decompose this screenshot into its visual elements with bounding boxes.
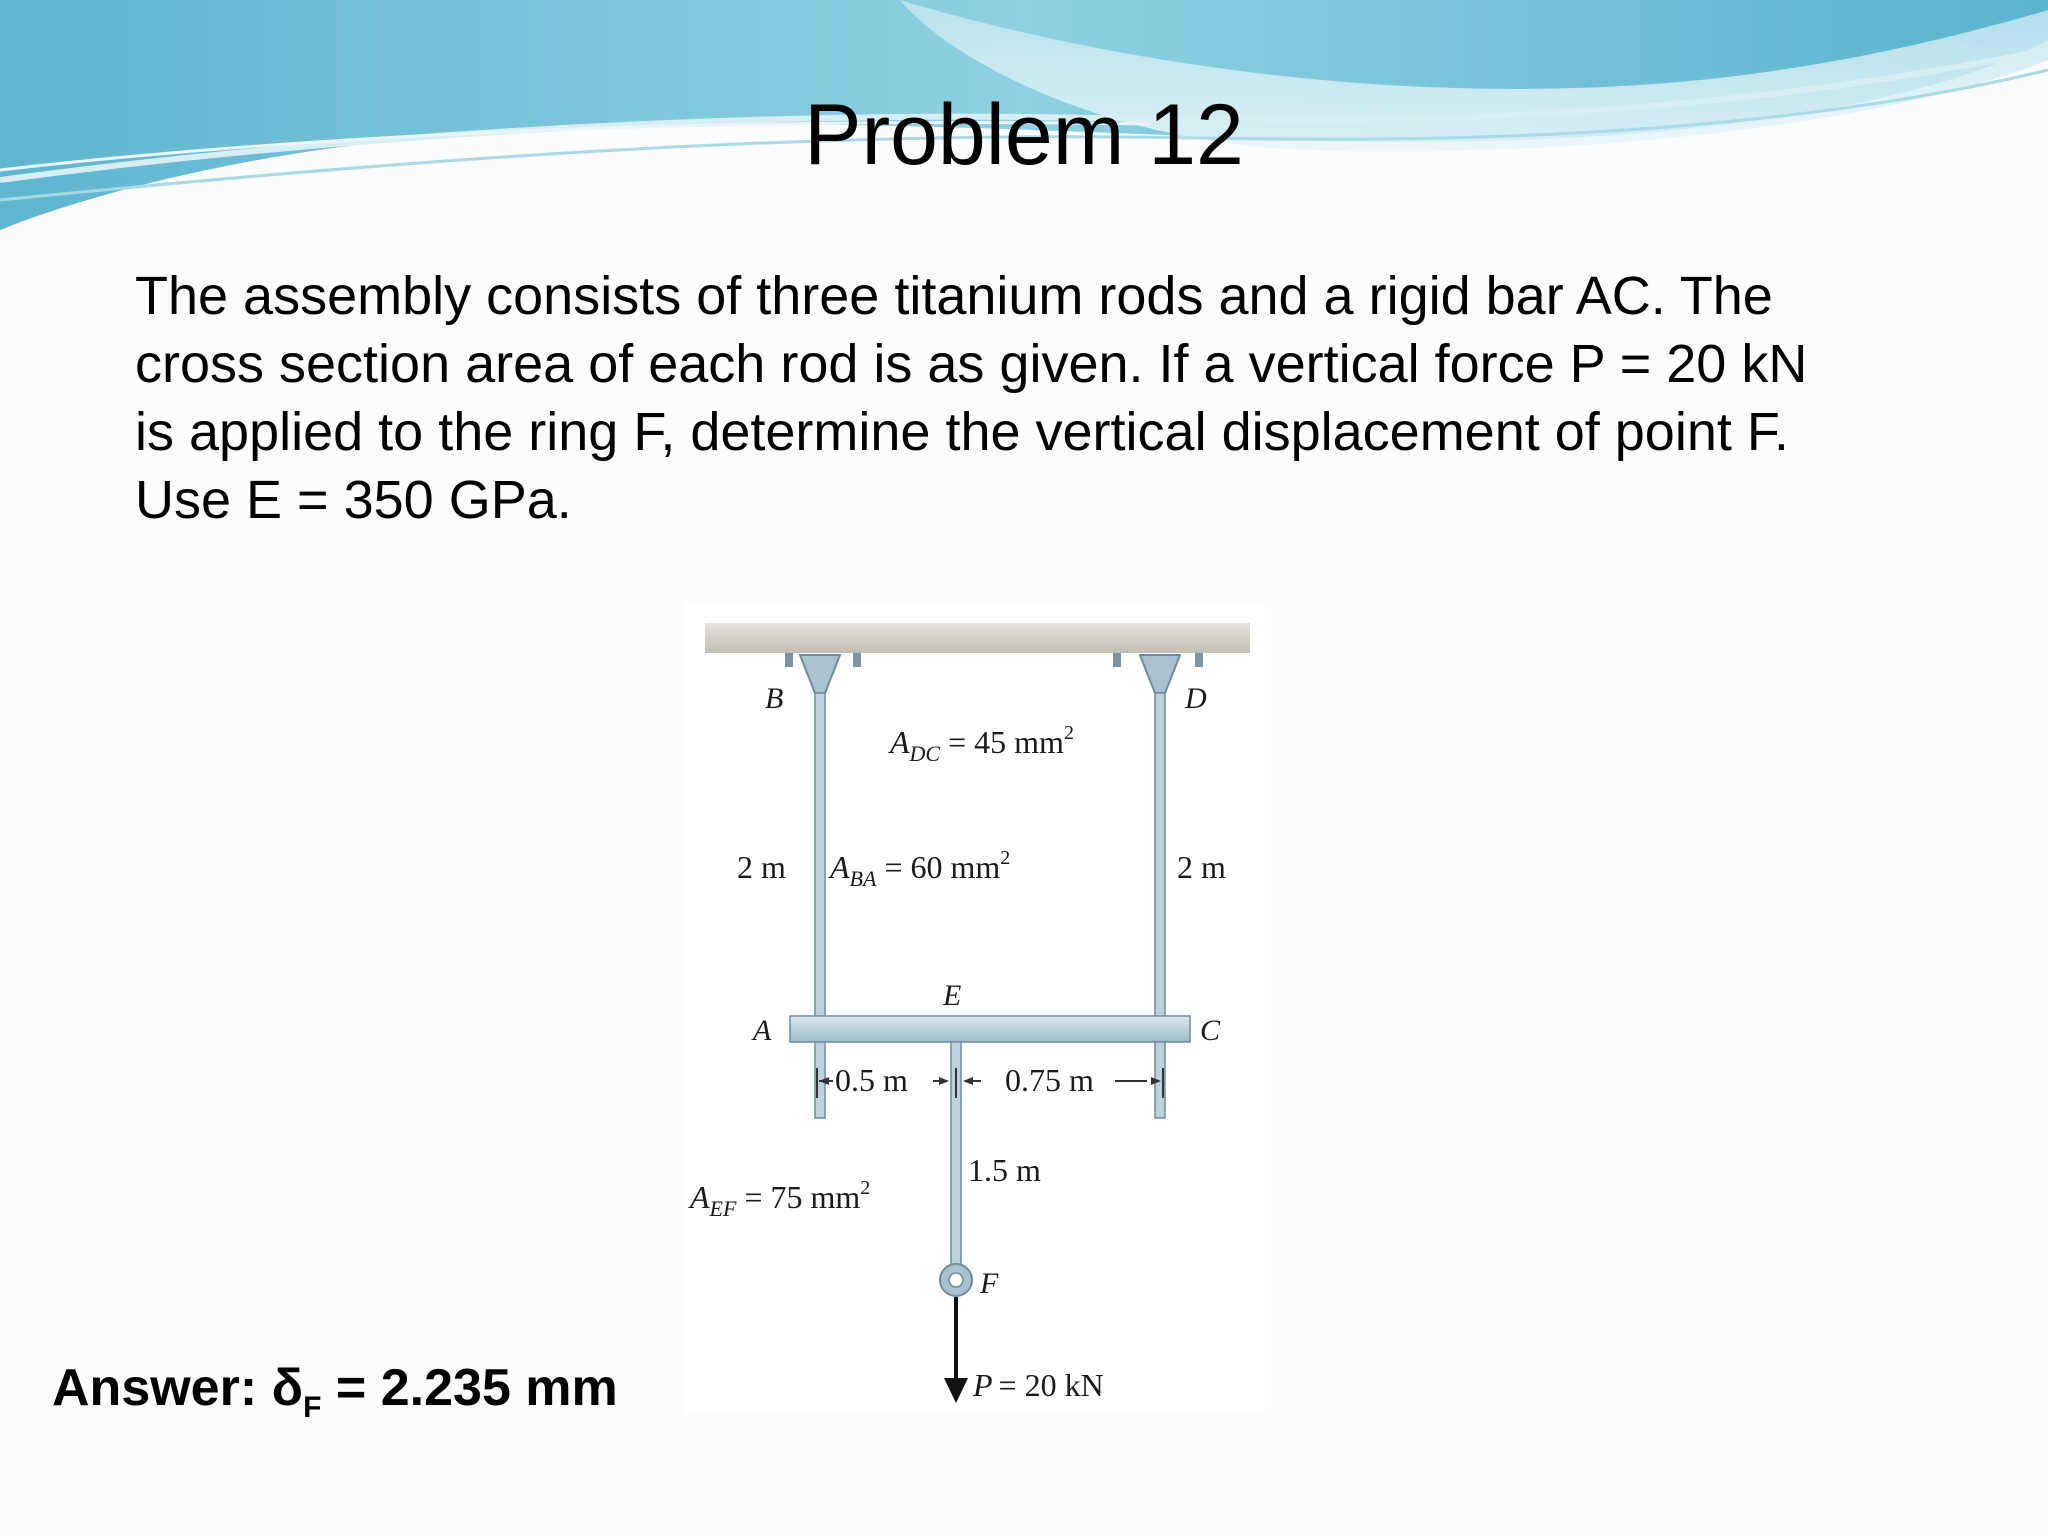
problem-line: The assembly consists of three titanium rods and a rigid bar AC. The	[135, 266, 1773, 326]
ring-hole	[949, 1273, 963, 1287]
label-d: D	[1185, 682, 1207, 715]
dist-ec-label: 0.75 m	[1005, 1062, 1094, 1098]
answer-value: = 2.235 mm	[321, 1359, 618, 1417]
area-ba-label: $A_{BA} = 60$ $mm^2$	[830, 847, 1011, 891]
assembly-figure	[685, 603, 1265, 1413]
label-a: A	[753, 1014, 772, 1047]
load-label: P = 20 kN	[973, 1367, 1104, 1403]
rigid-bar-ac	[790, 1016, 1190, 1042]
bolt-icon	[1195, 653, 1203, 667]
dist-ae-label: 0.5 m	[835, 1062, 908, 1098]
problem-line: is applied to the ring F, determine the vertical displacement of point F.	[135, 402, 1789, 462]
label-b: B	[765, 682, 784, 715]
area-ef-label: $A_{EF} = 75$ $mm^2$	[690, 1177, 871, 1221]
problem-line: cross section area of each rod is as given. If a vertical force P = 20 kN	[135, 334, 1808, 394]
bolt-icon	[785, 653, 793, 667]
label-f: F	[980, 1267, 999, 1300]
bolt-icon	[1113, 653, 1121, 667]
bolt-icon	[853, 653, 861, 667]
answer	[52, 1358, 618, 1425]
length-ba-label: 2 m	[737, 849, 786, 885]
problem-statement	[135, 262, 1955, 534]
answer-subscript: F	[303, 1391, 322, 1424]
ceiling	[705, 623, 1250, 653]
assembly-diagram	[685, 603, 1265, 1413]
problem-line: Use E = 350 GPa.	[135, 470, 572, 530]
answer-prefix: Answer: δ	[52, 1359, 304, 1417]
length-ef-label: 1.5 m	[968, 1152, 1041, 1188]
rod-dc	[1155, 693, 1165, 1118]
length-dc-label: 2 m	[1177, 849, 1226, 885]
label-e: E	[943, 979, 962, 1012]
area-dc-label: $A_{DC} = 45$ $mm^2$	[890, 722, 1074, 766]
page-title: Problem 12	[804, 87, 1244, 183]
label-c: C	[1200, 1014, 1221, 1047]
rod-ba	[815, 693, 825, 1118]
